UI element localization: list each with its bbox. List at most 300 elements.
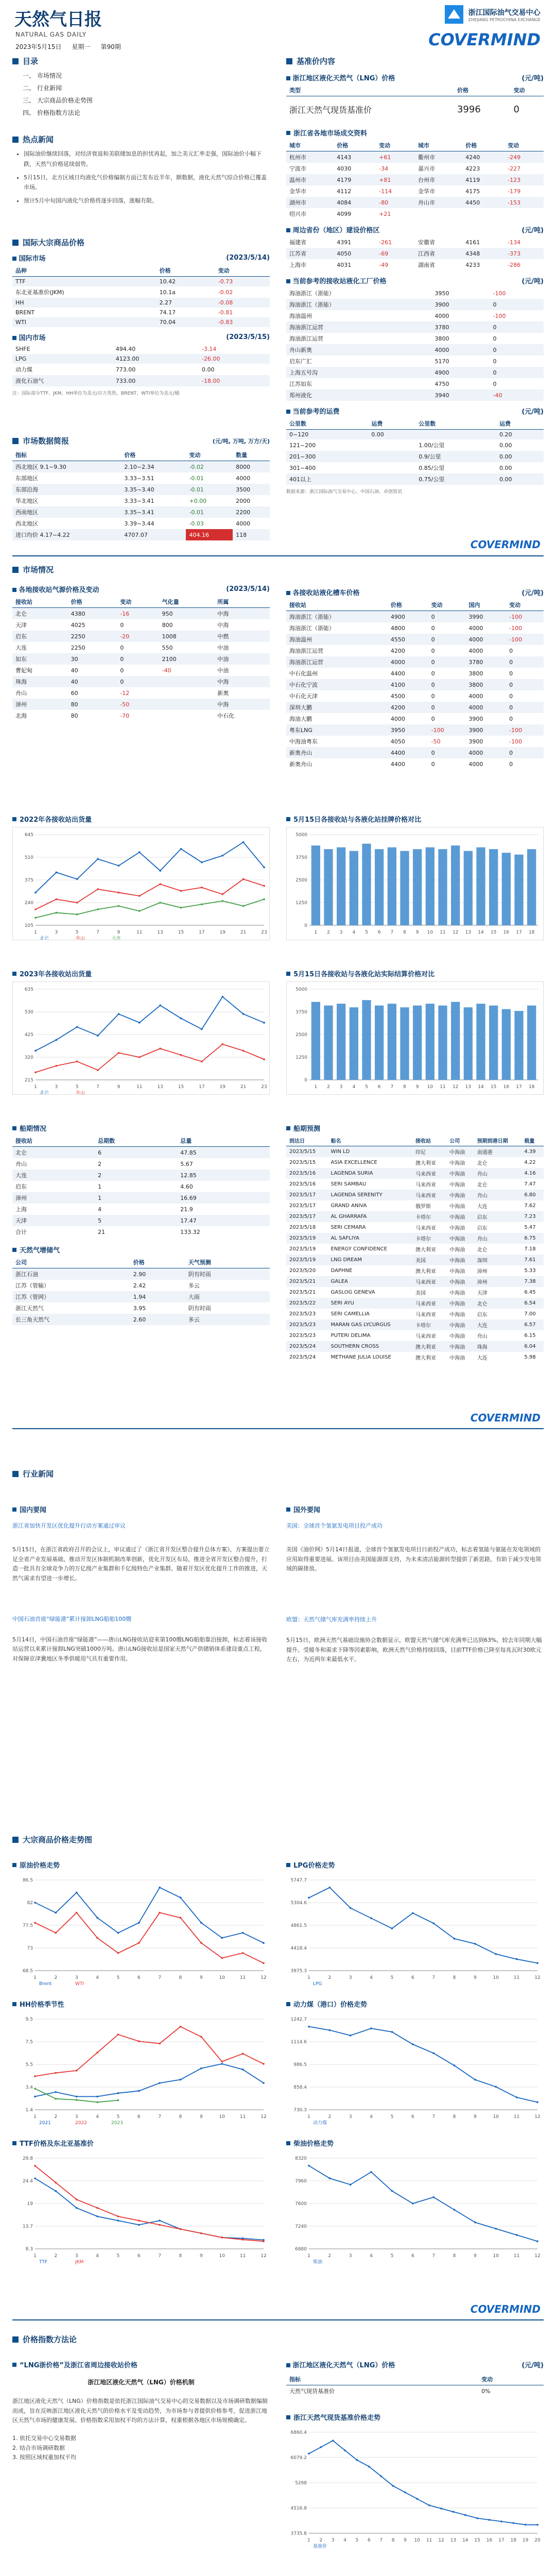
report-date: 2023年5月15日 (15, 43, 62, 50)
toc-item[interactable]: 四、 价格指数方法论 (23, 109, 80, 116)
data-point (76, 1061, 78, 1063)
cell: 中石化温州 (289, 670, 318, 677)
cell: 3950 (435, 290, 449, 297)
table-row (12, 665, 270, 676)
t1-title: 船期情况 (20, 1125, 47, 1133)
cell: GASLOG GENEVA (331, 1290, 375, 1295)
data-point (34, 1050, 37, 1052)
table-row (12, 1147, 270, 1159)
cell: METHANE JULIA LOUISE (331, 1354, 391, 1360)
intl-sub: 国际市场 (19, 255, 46, 263)
square-icon (12, 1471, 19, 1477)
table-row (12, 608, 270, 620)
cell: 3900 (468, 738, 483, 745)
x-tick-label: 7 (390, 930, 394, 935)
bar (375, 849, 384, 925)
col-header: 国内 (465, 599, 506, 611)
data-point (464, 2514, 466, 2516)
cell: 5.47 (524, 1225, 536, 1230)
cell: 4.60 (180, 1183, 193, 1190)
cell: 南通港 (474, 1146, 522, 1158)
hot-news-title: 热点新闻 (23, 135, 54, 144)
x-tick-label: 7 (379, 2538, 383, 2543)
trend-title: 大宗商品价格走势图 (23, 1835, 93, 1844)
cell: 0 (509, 760, 513, 768)
hot-news (12, 134, 270, 206)
cell: 0.9/公里 (415, 451, 496, 462)
y-tick-label: 19 (27, 2201, 33, 2207)
cell: 大连 (12, 1170, 95, 1181)
cell: 4400 (390, 760, 405, 768)
toc-item[interactable]: 一、 市场情况 (23, 72, 62, 79)
cell: 0 (493, 380, 497, 387)
cell: -286 (508, 261, 521, 268)
table-row (286, 1255, 544, 1265)
data-point (159, 883, 161, 885)
ship-forecast-section (286, 1123, 544, 1363)
x-tick-label: 6 (137, 1975, 141, 1980)
x-tick-label: 8 (179, 1975, 182, 1980)
cell: 2023/5/21 (289, 1290, 316, 1295)
x-tick-label: 12 (452, 930, 459, 935)
table-row (286, 1168, 544, 1179)
cell: 40 (68, 676, 117, 687)
data-point (242, 2239, 244, 2241)
x-tick-label: 1 (33, 2114, 37, 2120)
col-header: 指标 (12, 449, 121, 461)
y-tick-label: 5298 (295, 2481, 307, 2486)
x-tick-label: 10 (493, 2253, 499, 2259)
y-tick-label: 86.5 (22, 1878, 33, 1883)
cell: 北仑 (477, 1161, 488, 1166)
cell: 东北亚基准价(JKM) (15, 289, 64, 296)
data-point (76, 2099, 78, 2101)
y-tick-label: 68.5 (22, 1969, 33, 1974)
table-row (286, 344, 544, 355)
cell: 6.57 (521, 1319, 544, 1330)
x-tick-label: 17 (516, 930, 522, 935)
source-note: 数据来源：浙江国际油气交易中心、中国石油、卓创资讯 (286, 489, 403, 495)
cell: 天津 (477, 1291, 488, 1296)
square-icon (12, 2002, 16, 2006)
data-point (221, 900, 223, 902)
x-tick-label: 3 (331, 2538, 335, 2543)
cell: -0.81 (218, 309, 233, 316)
cell: 中海油 (446, 1211, 474, 1222)
x-tick-label: 3 (55, 930, 58, 935)
method-table (286, 2374, 544, 2397)
t2-title: 各接收站液化槽车价格 (292, 589, 360, 597)
col-header: 类型 (286, 84, 454, 96)
cell (368, 439, 415, 451)
data-point (368, 2466, 370, 2468)
toc-item[interactable]: 三、 大宗商品价格走势图 (23, 97, 93, 104)
data-point (159, 2082, 161, 2084)
x-tick-label: 10 (493, 1975, 499, 1980)
table-row (286, 747, 544, 758)
x-tick-label: 17 (199, 930, 205, 935)
table-row (286, 702, 544, 713)
chart-2023-shipments-block (12, 969, 270, 1097)
cell: 3800 (468, 670, 483, 677)
data-point (263, 1962, 265, 1964)
data-point (329, 2177, 331, 2179)
table-row (286, 668, 544, 679)
cell: 舟山 (474, 1190, 522, 1200)
cell: -12 (120, 689, 130, 697)
cell: 7.00 (524, 1311, 536, 1317)
data-point (96, 2215, 98, 2217)
data-point (56, 872, 58, 874)
cell: 中海油 (449, 1204, 465, 1210)
brand-wordmark: COVERMIND (470, 538, 541, 551)
data-point (55, 1932, 57, 1934)
bar (311, 845, 320, 925)
data-point (454, 2064, 456, 2066)
table-row (12, 710, 270, 721)
cell: 80 (68, 699, 117, 710)
news-headline[interactable]: 欧盟：天然气储气库充满率持续上升 (286, 1616, 377, 1623)
market-section (12, 564, 270, 721)
data-point (221, 2061, 223, 2063)
cell: 2023/5/15 (289, 1160, 316, 1165)
hot-news-item: • 5月15日，北方区域日均液化气价格编制方面已发布近半年，额数据，液化天然气综合价格已覆盖市场。 (24, 173, 270, 193)
cell: 0 (509, 692, 513, 700)
data-point (221, 1957, 223, 1959)
cell: 4050 (390, 738, 405, 745)
cell: 0.00 (496, 451, 544, 462)
cell: 4143 (334, 151, 376, 163)
cell: 7.61 (521, 1255, 544, 1265)
data-point (117, 2092, 119, 2094)
table-row (286, 1298, 544, 1309)
report-title: 天然气日报 (14, 9, 102, 30)
bar (426, 1004, 435, 1080)
y-tick-label: 7240 (295, 2224, 307, 2229)
benchmark-table (286, 84, 544, 123)
cell: 中海油 (446, 1341, 474, 1352)
cell: 7.47 (524, 1181, 536, 1187)
chart-title: 浙江天然气现货基准价格走势 (293, 2414, 381, 2422)
data-point (201, 903, 203, 905)
y-tick-label: 0 (304, 923, 307, 928)
data-point (180, 907, 182, 909)
y-tick-label: 8.3 (25, 2247, 33, 2252)
data-point (96, 1937, 98, 1939)
data-point (356, 2459, 358, 2461)
hh-chart (12, 2012, 270, 2125)
brief-table (12, 449, 270, 540)
cell: 733.00 (113, 375, 199, 386)
cell: 马来西亚 (412, 1168, 446, 1179)
x-tick-label: 5 (355, 2538, 359, 2543)
cell: 曹妃甸 (15, 667, 32, 674)
cell: 中石化 (217, 713, 235, 719)
x-tick-label: 5 (365, 930, 368, 935)
table-row (286, 1211, 544, 1222)
data-point (454, 1938, 456, 1940)
x-tick-label: 8 (403, 1084, 406, 1090)
cell: 多云 (188, 1282, 200, 1289)
cell: 马来西亚 (412, 1298, 446, 1309)
cell: 3780 (432, 321, 490, 333)
cell: 4099 (337, 210, 352, 217)
table-row (12, 506, 270, 518)
method-body: 浙江地区液化天然气（LNG）价格指数是依托浙江国际油气交易中心的交易数据以及市场调研数据编制而成，旨在反映浙江地区液化天然气的价格水平及变动趋势，为市场参与者提供价格参考，促进浙江地区天然气市场的健康发展。价格指数采用加权平均的方法计算，权重根据各地区市场规模确定。 (12, 2398, 268, 2424)
table-row (286, 462, 544, 473)
table-row (286, 1200, 544, 1211)
cell: 6.45 (524, 1290, 536, 1295)
cell: 启东 (12, 631, 68, 642)
cell: 40 (71, 667, 78, 674)
news-headline[interactable]: 浙江省加快开发区优化提升行动方案通过审议 (12, 1522, 126, 1529)
news-section (12, 1468, 544, 1479)
data-point (97, 1035, 99, 1037)
cell: 4750 (435, 380, 449, 387)
market-title: 市场情况 (23, 565, 54, 574)
data-point (412, 2202, 414, 2205)
table-row (12, 631, 270, 642)
data-point (76, 878, 78, 880)
cell: 江苏如东 (289, 381, 312, 387)
cell: 美国 (412, 1255, 446, 1265)
data-point (221, 2236, 223, 2239)
table-row (12, 1204, 270, 1215)
cell: 大连 (477, 1355, 488, 1361)
data-point (428, 2504, 430, 2506)
plant-table (286, 287, 544, 401)
table-row (286, 1190, 544, 1200)
data-point (55, 2072, 57, 2074)
col-header: 运费 (496, 418, 544, 430)
data-point (263, 867, 265, 869)
cell: 台州市 (415, 174, 462, 185)
y-tick-label: 2500 (296, 878, 307, 883)
cell: 舟山 (474, 1168, 522, 1179)
x-tick-label: 10 (427, 1084, 433, 1090)
method-list-item: 2. 结合市场调研数据 (12, 2444, 65, 2451)
news-headline[interactable]: 美国：全球首个氢氨发电项目投产成功 (286, 1522, 383, 1529)
tbl2-title: 浙江省各地市场成交资料 (293, 130, 368, 138)
cell: 北仑 (477, 1182, 488, 1188)
cell: -100 (493, 290, 506, 297)
cell: 4000 (432, 344, 490, 355)
chart-title: 2023年各接收站出货量 (20, 971, 92, 978)
x-tick-label: 6 (137, 2253, 141, 2259)
cell: 12.85 (177, 1170, 270, 1181)
cell: 5170 (435, 358, 449, 365)
cell: 东部地区 (15, 475, 38, 482)
cell: 0 (431, 624, 435, 632)
cell: -26.00 (199, 354, 270, 364)
cell: -100 (506, 611, 544, 623)
benchmark-name: 浙江天然气现货基准价 (289, 105, 372, 115)
cell: 2 (98, 1160, 102, 1167)
cell: 4.16 (521, 1168, 544, 1179)
x-tick-label: 3 (349, 1975, 352, 1980)
data-point (516, 1958, 518, 1960)
cell: 0.00 (368, 430, 415, 440)
x-tick-label: 13 (450, 2538, 457, 2543)
chart-title: 柴油价格走势 (293, 2140, 334, 2148)
col-header: 价格 (130, 1257, 185, 1268)
cell: 6.15 (524, 1333, 536, 1338)
table-row (286, 439, 544, 451)
data-point (263, 1022, 265, 1024)
data-point (200, 2232, 202, 2234)
cell: -20 (117, 631, 159, 642)
table-row (286, 163, 544, 174)
cell: 杭州市 (286, 151, 334, 163)
square-icon (12, 336, 16, 340)
col-header: 公里数 (415, 418, 496, 430)
table-row (12, 642, 270, 653)
data-point (34, 908, 37, 910)
table-row (286, 1265, 544, 1276)
data-point (221, 893, 223, 895)
col-header: 数量 (233, 449, 270, 461)
x-tick-label: 6 (377, 930, 381, 935)
cell: 2250 (71, 644, 85, 651)
x-tick-label: 14 (478, 1084, 484, 1090)
data-point (440, 2507, 442, 2510)
cell: -114 (379, 188, 392, 195)
x-tick-label: 18 (510, 2538, 516, 2543)
cell: 2023/5/15 (286, 1146, 328, 1158)
cell: 4000 (468, 692, 483, 700)
cell: 4000 (236, 474, 251, 482)
cell: 漳州 (474, 1276, 522, 1287)
data-point (96, 2096, 98, 2098)
toc (12, 56, 249, 119)
cell: 海油浙江（浙能） (286, 299, 432, 310)
x-tick-label: 9 (200, 1975, 203, 1980)
cell: GALEA (328, 1276, 413, 1287)
x-tick-label: 5 (365, 1084, 368, 1090)
square-icon (286, 591, 290, 595)
cell: 2023/5/19 (289, 1246, 316, 1252)
cell: 0.20 (496, 430, 544, 440)
y-tick-label: 13.7 (22, 2224, 33, 2229)
data-point (138, 1022, 141, 1024)
data-point (34, 1902, 36, 1904)
col-header: 公司 (12, 1257, 130, 1268)
x-tick-label: 10 (493, 2114, 499, 2120)
cell: -69 (376, 248, 415, 259)
cell: 4900 (432, 367, 490, 378)
x-tick-label: 13 (157, 1084, 163, 1090)
data-point (329, 2029, 331, 2031)
data-point (454, 2209, 456, 2211)
x-tick-label: 7 (96, 930, 99, 935)
data-point (263, 1942, 265, 1944)
x-tick-label: 12 (534, 2114, 541, 2120)
y-tick-label: 9.5 (25, 2017, 33, 2022)
cell: 华北地区 (15, 498, 38, 504)
cell: 70.04 (157, 317, 215, 327)
cell: -0.02 (218, 289, 233, 296)
toc-item[interactable]: 二、 行业新闻 (23, 84, 62, 92)
domestic-news-title: 国内要闻 (20, 1506, 47, 1514)
foreign-news-title: 国外要闻 (293, 1506, 321, 1514)
cell: -80 (376, 197, 415, 208)
x-tick-label: 1 (307, 1975, 310, 1980)
data-point (97, 908, 99, 910)
data-point (180, 2026, 182, 2028)
cell: 北海 (15, 713, 27, 719)
data-point (138, 1056, 141, 1058)
x-tick-label: 10 (427, 930, 433, 935)
cell (368, 473, 415, 485)
chart-title: 原油价格走势 (20, 1862, 60, 1870)
square-icon (286, 1126, 290, 1130)
toc-title: 目录 (23, 57, 39, 66)
bar (337, 1004, 345, 1080)
cell: 中海 (217, 622, 229, 629)
cell: 安徽省 (418, 239, 435, 246)
bar (375, 1006, 384, 1080)
cell: 0 (506, 656, 544, 668)
data-point (96, 1917, 98, 1919)
cell: PUTERI DELIMA (331, 1333, 371, 1338)
x-tick-label: 11 (440, 930, 446, 935)
brand-wordmark: COVERMIND (470, 1412, 541, 1424)
data-point (370, 1917, 372, 1919)
data-point (55, 2182, 57, 2184)
cell: 启东 (477, 1312, 488, 1318)
series-line (36, 997, 264, 1051)
x-tick-label: 13 (465, 1084, 472, 1090)
data-point (242, 2069, 244, 2071)
x-tick-label: 13 (157, 930, 163, 935)
data-point (138, 1922, 140, 1924)
x-tick-label: 12 (438, 2538, 444, 2543)
cell: 东部沿海 (12, 484, 121, 495)
cell: 3500 (233, 484, 270, 495)
cell: 404.16 (186, 529, 233, 540)
cell: 6.80 (521, 1190, 544, 1200)
table-row (286, 287, 544, 299)
cell: 494.40 (115, 346, 136, 352)
logo-cn: 浙江国际油气交易中心 (468, 8, 541, 17)
x-tick-label: 19 (522, 2538, 529, 2543)
data-point (221, 2063, 223, 2065)
cell: 4.22 (524, 1160, 536, 1165)
data-point (56, 1039, 58, 1041)
cell: -50 (117, 699, 159, 710)
data-point (96, 2207, 98, 2209)
cell: DAPHNE (331, 1268, 353, 1274)
table-row (12, 364, 270, 375)
method-left (12, 2360, 270, 2463)
data-point (242, 841, 245, 843)
method-right-title: 浙江地区液化天然气（LNG）价格 (292, 2362, 395, 2369)
table-row (286, 1330, 544, 1341)
cell: -0.02 (186, 461, 233, 473)
table-row (286, 679, 544, 690)
x-tick-label: 16 (503, 1084, 510, 1090)
news-headline[interactable]: 中国石油首座“绿能港”累计接卸LNG船舶100艘 (12, 1615, 132, 1622)
square-icon (12, 1837, 19, 1843)
square-icon (286, 410, 290, 414)
cell: 4000 (465, 747, 506, 758)
y-tick-label: 3975.3 (290, 1969, 307, 1974)
x-tick-label: 17 (498, 2538, 505, 2543)
x-tick-label: 12 (260, 2114, 267, 2120)
x-tick-label: 2 (54, 2114, 58, 2120)
cell: 6.04 (521, 1341, 544, 1352)
data-point (221, 1043, 223, 1045)
